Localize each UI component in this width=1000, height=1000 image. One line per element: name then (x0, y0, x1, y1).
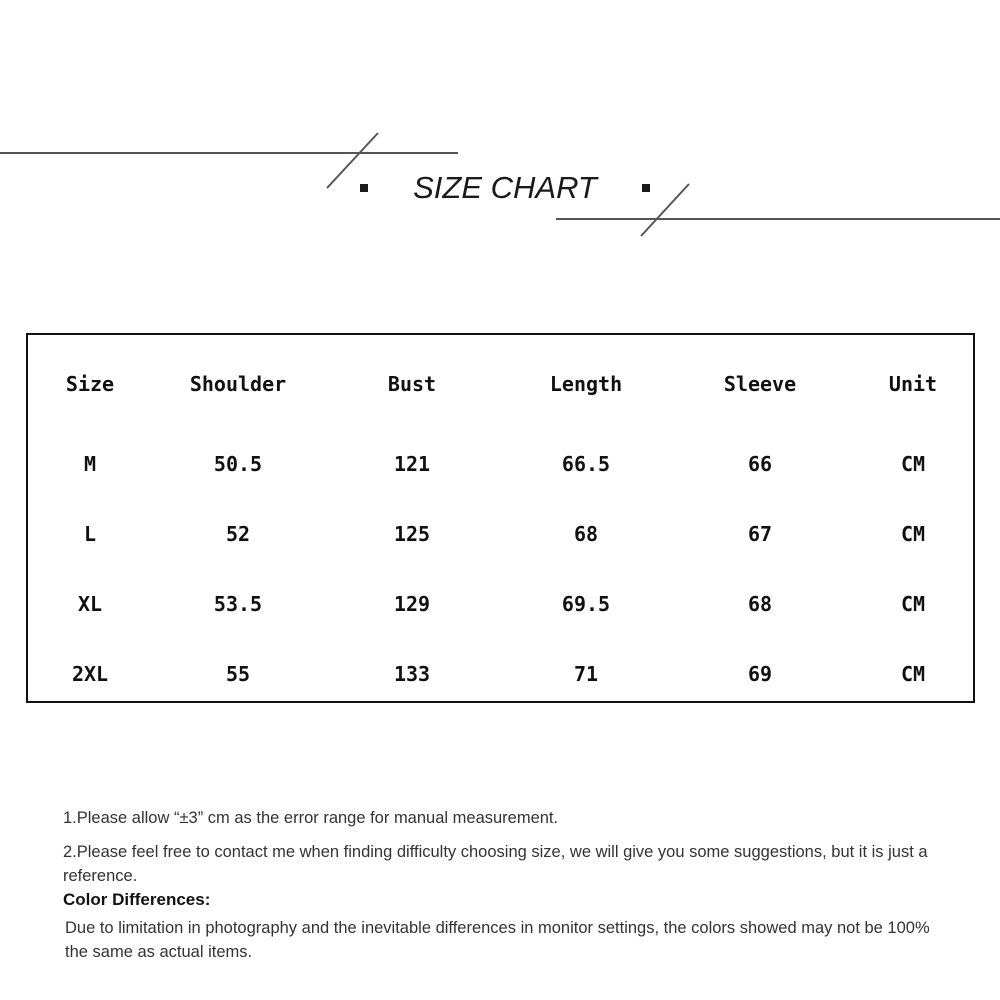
cell-sleeve: 67 (747, 522, 773, 546)
cell-size: XL (77, 592, 103, 616)
header-cell-unit: Unit (888, 372, 938, 396)
header-cell-length: Length (549, 372, 623, 396)
notes-section (63, 806, 943, 964)
header-decoration (0, 0, 1000, 260)
cell-sleeve: 66 (747, 452, 773, 476)
cell-size: 2XL (71, 662, 109, 686)
table-row (28, 654, 973, 694)
title-bullet-left-icon (360, 184, 368, 192)
cell-length: 66.5 (561, 452, 611, 476)
size-table (26, 333, 975, 703)
color-differences-heading: Color Differences: (63, 890, 211, 909)
cell-bust: 133 (393, 662, 431, 686)
header-cell-sleeve: Sleeve (723, 372, 797, 396)
note-measurement-error: 1.Please allow “±3” cm as the error range for manual measurement. (63, 809, 559, 827)
cell-size: M (83, 452, 97, 476)
page-title: SIZE CHART (413, 170, 597, 205)
table-header-row (28, 364, 973, 404)
title-bullet-right-icon (642, 184, 650, 192)
cell-unit: CM (900, 452, 926, 476)
table-row (28, 444, 973, 484)
cell-shoulder: 50.5 (213, 452, 263, 476)
cell-length: 71 (573, 662, 599, 686)
table-row (28, 584, 973, 624)
cell-unit: CM (900, 662, 926, 686)
cell-unit: CM (900, 592, 926, 616)
cell-size: L (83, 522, 97, 546)
cell-bust: 129 (393, 592, 431, 616)
header-cell-bust: Bust (387, 372, 437, 396)
note-contact: 2.Please feel free to contact me when finding difficulty choosing size, we will give you some suggestions, but it is just a reference. (63, 843, 928, 885)
header-cell-shoulder: Shoulder (189, 372, 287, 396)
cell-length: 68 (573, 522, 599, 546)
header-cell-size: Size (65, 372, 115, 396)
cell-bust: 125 (393, 522, 431, 546)
cell-shoulder: 53.5 (213, 592, 263, 616)
color-differences-text: Due to limitation in photography and the inevitable differences in monitor settings, the colors showed may not be 100% the same as actual items. (65, 919, 930, 961)
cell-bust: 121 (393, 452, 431, 476)
table-row (28, 514, 973, 554)
cell-length: 69.5 (561, 592, 611, 616)
cell-shoulder: 52 (225, 522, 251, 546)
cell-unit: CM (900, 522, 926, 546)
cell-shoulder: 55 (225, 662, 251, 686)
cell-sleeve: 69 (747, 662, 773, 686)
cell-sleeve: 68 (747, 592, 773, 616)
size-chart-title-row (360, 166, 650, 210)
